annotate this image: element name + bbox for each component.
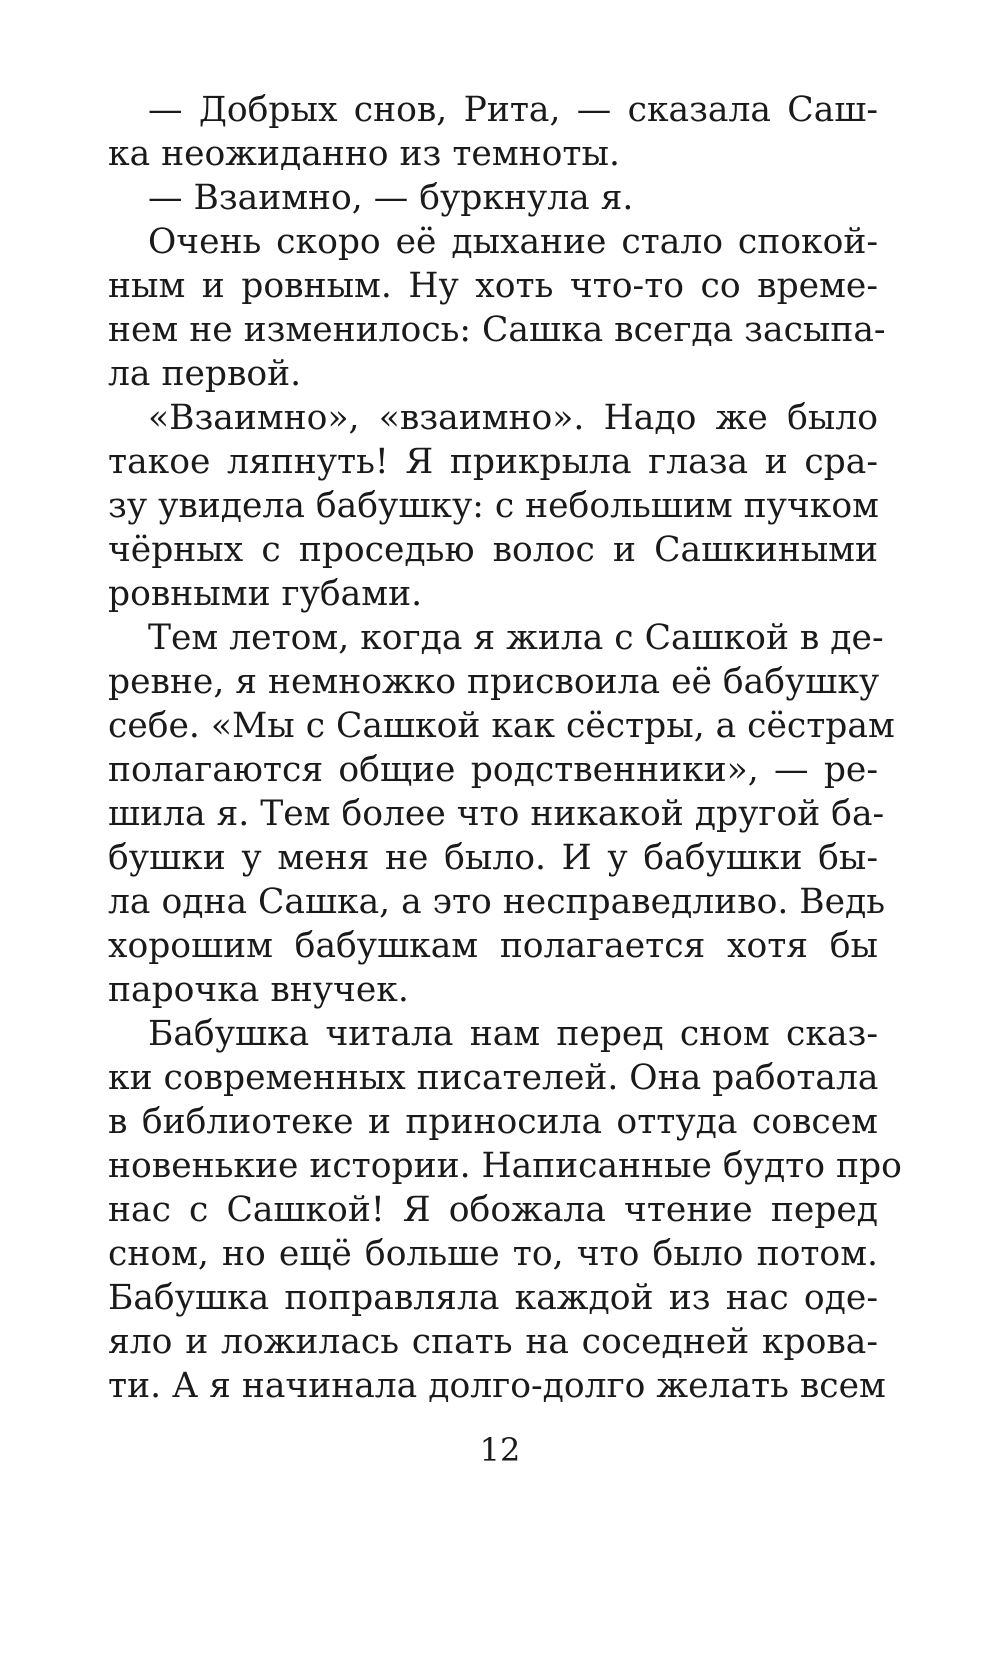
text-line: нас с Сашкой! Я обожала чтение перед bbox=[108, 1190, 878, 1230]
paragraph bbox=[108, 1012, 902, 1408]
text-line: хорошим бабушкам полагается хотя бы bbox=[108, 926, 878, 966]
text-line: сном, но ещё больше то, что было потом. bbox=[108, 1234, 878, 1274]
text-line: «Взаимно», «взаимно». Надо же было bbox=[148, 398, 878, 438]
page-number: 12 bbox=[479, 1431, 521, 1469]
text-line: бушки у меня не было. И у бабушки бы- bbox=[108, 838, 878, 878]
text-line: такое ляпнуть! Я прикрыла глаза и сра- bbox=[108, 442, 878, 482]
text-line: — Взаимно, — буркнула я. bbox=[148, 178, 634, 218]
text-line: Бабушка читала нам перед сном сказ- bbox=[148, 1014, 878, 1054]
text-line: ревне, я немножко присвоила её бабушку bbox=[108, 662, 880, 702]
body-text bbox=[108, 88, 902, 1408]
text-line: Очень скоро её дыхание стало спокой- bbox=[148, 222, 878, 262]
text-line: Тем летом, когда я жила с Сашкой в де- bbox=[148, 618, 884, 658]
paragraph bbox=[108, 176, 878, 220]
text-line: ла одна Сашка, а это несправедливо. Ведь bbox=[108, 882, 886, 922]
text-line: ровными губами. bbox=[108, 574, 423, 614]
text-line: парочка внучек. bbox=[108, 970, 409, 1010]
text-line: ным и ровным. Ну хоть что-то со време- bbox=[108, 266, 878, 306]
text-line: ти. А я начинала долго-долго желать всем bbox=[108, 1366, 886, 1406]
text-line: зу увидела бабушку: с небольшим пучком bbox=[108, 486, 879, 526]
text-line: нем не изменилось: Сашка всегда засыпа- bbox=[108, 310, 886, 350]
text-line: ка неожиданно из темноты. bbox=[108, 134, 620, 174]
paragraph bbox=[108, 88, 878, 176]
paragraph bbox=[108, 616, 895, 1012]
text-line: в библиотеке и приносила оттуда совсем bbox=[108, 1102, 878, 1142]
text-line: яло и ложилась спать на соседней крова- bbox=[108, 1322, 878, 1362]
text-line: ки современных писателей. Она работала bbox=[108, 1058, 879, 1098]
text-line: ла первой. bbox=[108, 354, 302, 394]
paragraph bbox=[108, 396, 878, 616]
text-line: шила я. Тем более что никакой другой ба- bbox=[108, 794, 885, 834]
text-line: полагаются общие родственники», — ре- bbox=[108, 750, 878, 790]
text-line: новенькие истории. Написанные будто про bbox=[108, 1146, 902, 1186]
paragraph bbox=[108, 220, 886, 396]
text-line: — Добрых снов, Рита, — сказала Саш- bbox=[148, 90, 878, 130]
text-line: чёрных с проседью волос и Сашкиными bbox=[108, 530, 878, 570]
text-line: себе. «Мы с Сашкой как сёстры, а сёстрам bbox=[108, 706, 895, 746]
text-line: Бабушка поправляла каждой из нас оде- bbox=[108, 1278, 878, 1318]
